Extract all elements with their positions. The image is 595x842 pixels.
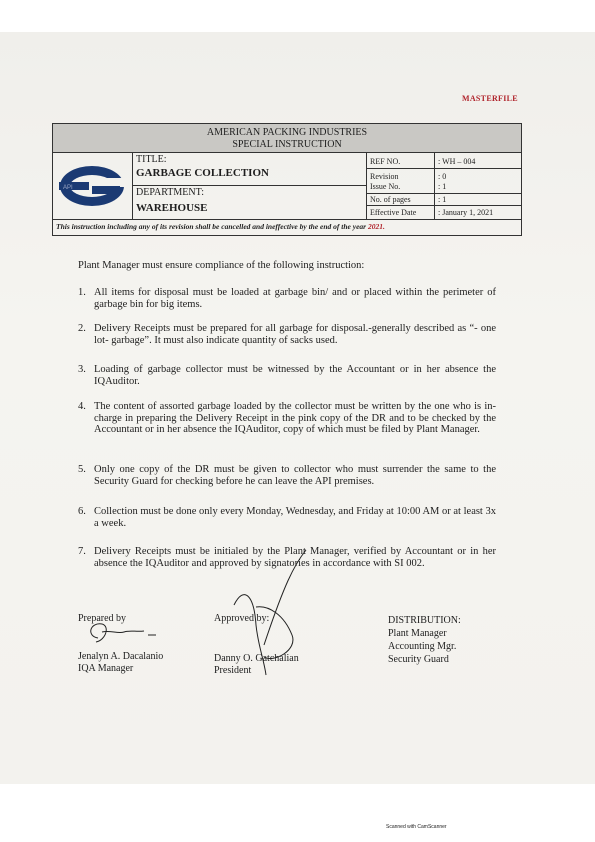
scanner-watermark: Scanned with CamScanner (386, 824, 447, 830)
validity-note-year: 2021. (367, 222, 385, 231)
ref-no-label: REF NO. (370, 157, 401, 166)
distribution-item: Security Guard (388, 654, 449, 665)
instruction-item (78, 464, 496, 487)
intro-text: Plant Manager must ensure compliance of the following instruction: (78, 260, 365, 271)
ref-no-value: : WH – 004 (438, 157, 476, 166)
department-label: DEPARTMENT: (136, 187, 204, 198)
header-title-block (53, 124, 521, 153)
department-name: WAREHOUSE (136, 202, 208, 214)
issue-no-value: : 1 (438, 182, 447, 191)
issue-no-label: Issue No. (370, 182, 401, 191)
item-text: Delivery Receipts must be initialed by the Plant Manager, verified by Accountant or in her absence the IQAuditor and approved by signatories in accordance with SI 002. (94, 546, 496, 569)
validity-note-text: This instruction including any of its revision shall be cancelled and ineffective by the end of the year (56, 222, 367, 231)
instruction-item (78, 364, 496, 387)
validity-note (53, 219, 521, 234)
item-number: 4. (78, 401, 86, 412)
instruction-item (78, 506, 496, 529)
company-logo (53, 153, 133, 219)
item-text: Delivery Receipts must be prepared for all garbage for disposal.-generally described as “- one lot- garbage”. It must also indicate quantity of sacks used. (94, 323, 496, 346)
header-table (52, 123, 522, 236)
document-type: SPECIAL INSTRUCTION (232, 139, 342, 150)
document-title: GARBAGE COLLECTION (136, 167, 269, 179)
item-number: 1. (78, 287, 86, 298)
instruction-item (78, 401, 496, 436)
distribution-item: Accounting Mgr. (388, 641, 457, 652)
masterfile-stamp: MASTERFILE (462, 94, 518, 103)
item-number: 7. (78, 546, 86, 557)
item-number: 6. (78, 506, 86, 517)
revision-label: Revision (370, 172, 399, 181)
approved-by-position: President (214, 665, 252, 676)
pages-value: : 1 (438, 195, 447, 204)
prepared-by-label: Prepared by (78, 613, 127, 624)
item-text: All items for disposal must be loaded at garbage bin/ and or placed within the perimeter of garbage bin for big items. (94, 287, 496, 310)
effective-date-label: Effective Date (370, 208, 417, 217)
item-text: Loading of garbage collector must be witnessed by the Accountant or in her absence the IQAuditor. (94, 364, 496, 387)
item-number: 5. (78, 464, 86, 475)
item-text: The content of assorted garbage loaded by the collector must be written by the one who is in-charge in preparing the Delivery Receipt in the pink copy of the DR and to be checked by the Accountant or in her absence the IQAuditor, copy of which must be filed by Plant Manager. (94, 401, 496, 435)
revision-value: : 0 (438, 172, 447, 181)
effective-date-value: : January 1, 2021 (438, 208, 494, 217)
prepared-by-name: Jenalyn A. Dacalanio (78, 651, 164, 662)
prepared-by-position: IQA Manager (78, 663, 134, 674)
item-text: Collection must be done only every Monday, Wednesday, and Friday at 10:00 AM or at least 3x a week. (94, 506, 496, 529)
title-label: TITLE: (136, 154, 167, 165)
pages-label: No. of pages (370, 195, 411, 204)
item-number: 2. (78, 323, 86, 334)
instruction-item (78, 287, 496, 310)
instruction-item (78, 323, 496, 346)
approved-by-label: Approved by: (214, 613, 270, 624)
logo-text: API (63, 185, 73, 191)
company-name: AMERICAN PACKING INDUSTRIES (206, 127, 368, 138)
item-number: 3. (78, 364, 86, 375)
distribution-label: DISTRIBUTION: (388, 615, 461, 626)
item-text: Only one copy of the DR must be given to collector who must surrender the same to the Security Guard for checking before he can leave the API premises. (94, 464, 496, 487)
approved-by-name: Danny O. Gatchalian (214, 653, 299, 664)
distribution-item: Plant Manager (388, 628, 447, 639)
prepared-signature (84, 618, 164, 648)
